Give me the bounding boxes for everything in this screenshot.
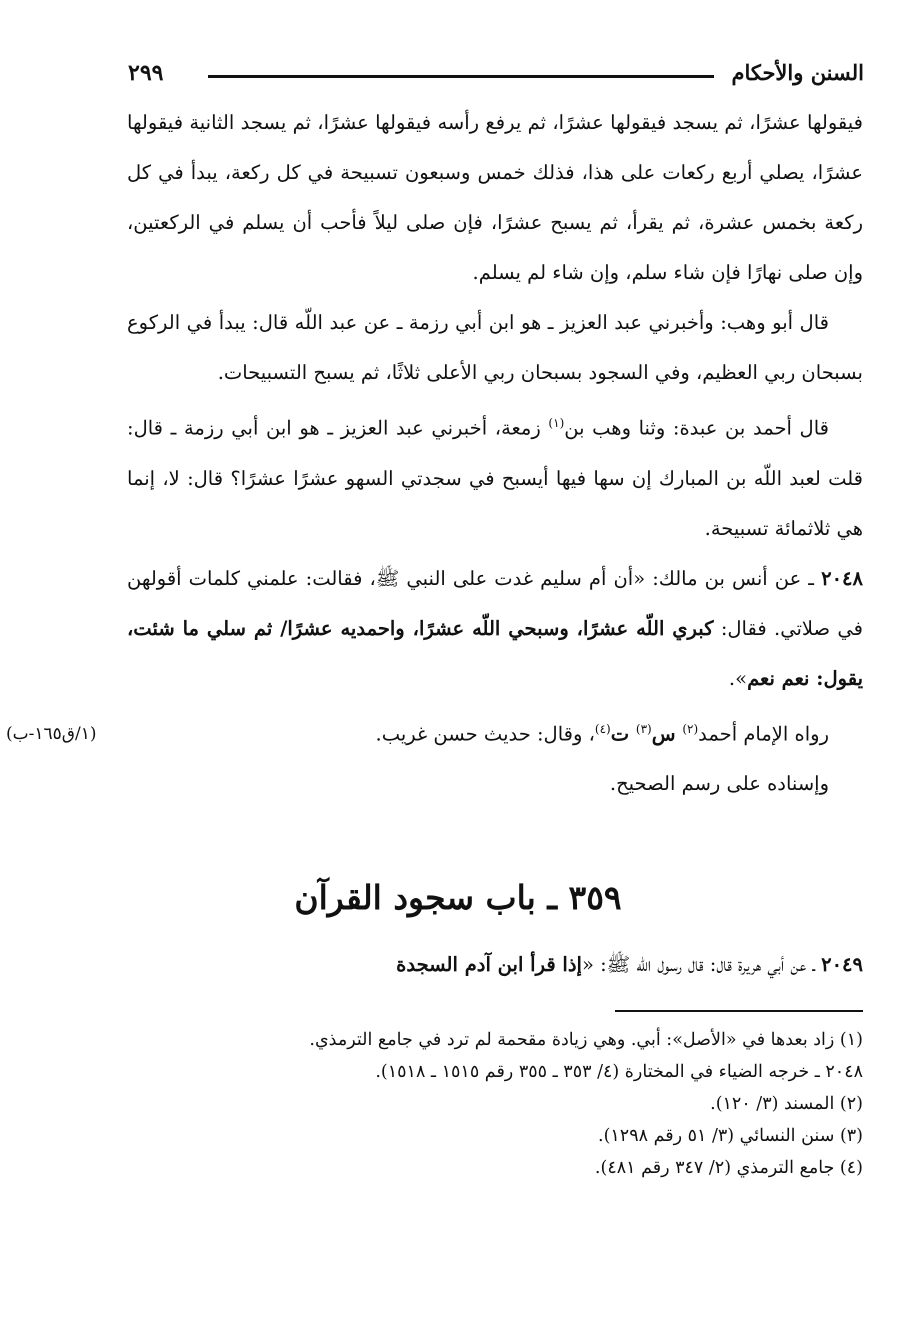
hadith-2048-saying: كبري اللّه عشرًا، وسبحي اللّه عشرًا، واحمديه عشرًا/ ثم سلي ما شئت، يقول: نعم نعم [127, 616, 863, 690]
paragraph-2: قال أبو وهب: وأخبرني عبد العزيز ـ هو ابن أبي رزمة ـ عن عبد اللّه قال: يبدأ في الركوع بسبحان ربي العظيم، وفي السجود بسبحان ربي الأعلى ثلاثًا، ثم يسبح التسبيحات. [127, 311, 863, 384]
footnote-4: (٤) جامع الترمذي (٢/ ٣٤٧ رقم ٤٨١). [594, 1158, 863, 1178]
hadith-2049-saying: إذا قرأ ابن آدم السجدة [396, 953, 582, 976]
hadith-2049 [127, 940, 863, 990]
hadith-2048 [127, 554, 863, 704]
main-text [127, 98, 863, 809]
paragraph-3-text-a: قال أحمد بن عبدة: وثنا وهب بن [564, 416, 829, 440]
hadith-2049-number: ٢٠٤٩ [821, 953, 863, 976]
paragraph-1: فيقولها عشرًا، ثم يسجد فيقولها عشرًا، ثم يرفع رأسه فيقولها عشرًا، ثم يسجد الثانية فيقولها عشرًا، يصلي أربع ركعات على هذا، فذلك خمس وسبعون تسبيحة في كل ركعة، يبدأ في كل ركعة بخمس عشرة، ثم يقرأ، ثم يسبح عشرًا، فإن صلى ليلاً فأحب أن يسلم في الركعتين، وإن صلى نهارًا فإن شاء سلم، وإن شاء لم يسلم. [127, 111, 863, 284]
narration-text: رواه الإمام أحمد [698, 722, 829, 745]
footnote-separator [615, 1010, 863, 1012]
running-header [128, 60, 864, 94]
footnote-3: (٣) سنن النسائي (٣/ ٥١ رقم ١٢٩٨). [598, 1126, 863, 1146]
hadith-2049-intro: ـ عن أبي هريرة قال: قال رسول اللّه ﷺ: « [581, 953, 822, 976]
footnote-ref-3: (٣) [635, 721, 652, 736]
footnotes [127, 1024, 863, 1184]
hadith-2048-number: ٢٠٤٨ [821, 566, 863, 590]
hadith-2049-block [127, 940, 863, 990]
narration-s-letter: س [651, 722, 683, 745]
page-number: ٢٩٩ [128, 60, 164, 86]
footnote-ref-1: (١) [548, 416, 565, 430]
paragraph-3-text-b: زمعة، أخبرني عبد العزيز ـ هو ابن أبي رزمة ـ قال: قلت لعبد اللّه بن المبارك إن سها فيها أيسبح في سجدتي السهو عشرًا عشرًا؟ قال: لا، إنما هي ثلاثمائة تسبيحة. [127, 416, 863, 540]
paragraph-3 [127, 398, 863, 554]
footnote-1: (١) زاد بعدها في «الأصل»: أبي. وهي زيادة مقحمة لم ترد في جامع الترمذي. [309, 1030, 863, 1050]
hadith-2048-closing: ». [728, 666, 748, 690]
header-rule [208, 75, 714, 78]
narration-line [127, 704, 863, 760]
manuscript-margin-note: (١/ق١٦٥-ب) [6, 724, 97, 744]
narration-t-letter: ت [610, 722, 636, 745]
header-title: السنن والأحكام [731, 60, 864, 85]
hadith-2048-intro: ـ عن أنس بن مالك: «أن أم سليم غدت على النبي ﷺ، فقالت: علمني كلمات أقولهن في صلاتي. فقال: [127, 566, 863, 640]
footnote-2: (٢) المسند (٣/ ١٢٠). [710, 1094, 863, 1114]
chapter-title: ٣٥٩ ـ باب سجود القرآن [294, 878, 622, 917]
narration-tail: ، وقال: حديث حسن غريب. [375, 722, 595, 745]
footnote-ref-4: (٤) [594, 721, 611, 736]
footnote-2048: ٢٠٤٨ ـ خرجه الضياء في المختارة (٤/ ٣٥٣ ـ ٣٥٥ رقم ١٥١٥ ـ ١٥١٨). [375, 1062, 863, 1082]
isnad-line: وإسناده على رسم الصحيح. [609, 772, 829, 795]
footnote-ref-2: (٢) [682, 721, 699, 736]
